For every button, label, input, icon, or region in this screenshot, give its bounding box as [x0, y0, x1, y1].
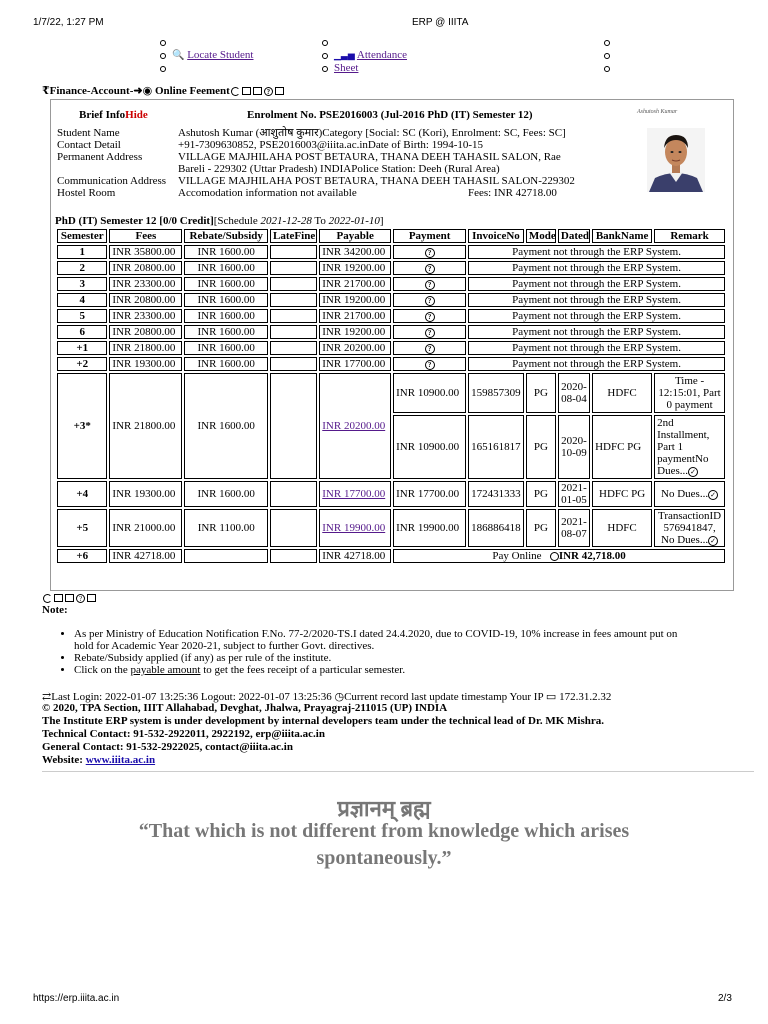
print-page: 2/3	[718, 993, 732, 1004]
table-row	[57, 277, 725, 291]
nav-col-1	[160, 36, 300, 75]
remark-cell: Payment not through the ERP System.	[468, 261, 725, 275]
help-icon[interactable]: ?	[76, 594, 85, 603]
semester-cell: +1	[57, 341, 107, 355]
nav-col-3	[604, 36, 644, 75]
fees-cell: INR 20800.00	[109, 261, 182, 275]
payment-cell: INR 10900.00	[393, 415, 466, 479]
rebate-cell: INR 1600.00	[184, 357, 268, 371]
remark-cell: No Dues... ✓	[654, 481, 725, 507]
nav-col-2	[322, 36, 462, 75]
table-row	[57, 261, 725, 275]
bank-cell: HDFC	[592, 509, 652, 547]
semester-title: PhD (IT) Semester 12 [0/0 Credit][Schedule 2021-12-28 To 2022-01-10]	[55, 215, 384, 227]
pay-online-cell	[393, 549, 725, 563]
mode-cell: PG	[526, 415, 556, 479]
semester-cell: +5	[57, 509, 107, 547]
payable-link[interactable]: INR 20200.00	[322, 420, 386, 432]
mode-cell: PG	[526, 481, 556, 507]
rebate-cell: INR 1600.00	[184, 309, 268, 323]
header-row	[57, 229, 725, 243]
dated-cell: 2021- 01-05	[558, 481, 590, 507]
semester-cell: 3	[57, 277, 107, 291]
payment-cell: INR 10900.00	[393, 373, 466, 413]
latefine-cell	[270, 509, 317, 547]
list-icon[interactable]	[275, 87, 284, 95]
exchange-icon: ⇄	[42, 691, 52, 703]
info-label: Contact Detail	[57, 139, 121, 151]
semester-cell: 4	[57, 293, 107, 307]
payable-cell: INR 17700.00	[319, 357, 391, 371]
student-info	[57, 127, 575, 199]
student-name-value: Ashutosh Kumar (आशुतोष कुमार)Category [Social: SC (Kori), Enrolment: SC, Fees: SC]	[178, 127, 566, 139]
payable-cell: INR 21700.00	[319, 309, 391, 323]
table-row	[57, 293, 725, 307]
semester-cell: +6	[57, 549, 107, 563]
print-title: ERP @ IIITA	[412, 17, 469, 28]
semester-cell: +2	[57, 357, 107, 371]
breadcrumb-online[interactable]: Online Feement	[152, 85, 230, 97]
brief-info-header	[79, 109, 148, 121]
copyright-text: 2020, TPA Section, IIIT Allahabad, Devghat, Jhalwa, Prayagraj-211015 (UP) INDIA	[52, 702, 448, 714]
remark-cell: TransactionID 576941847, No Dues... ✓	[654, 509, 725, 547]
breadcrumb	[42, 84, 285, 97]
rebate-cell: INR 1600.00	[184, 261, 268, 275]
erp-note: The Institute ERP system is under development by internal developers team under the technical lead of Dr. MK Mishra.	[42, 715, 604, 727]
table-row	[57, 481, 725, 507]
rebate-cell: INR 1600.00	[184, 245, 268, 259]
note-item: • As per Ministry of Education Notification F.No. 77-2/2020-TS.I dated 24.4.2020, due to COVID-19, 10% increase in fees amount put on hold for Academic Year 2020-21, subject to further Govt. directives.	[74, 628, 736, 652]
col-invoice: InvoiceNo	[468, 229, 524, 243]
divider	[42, 771, 754, 772]
fees-cell: INR 20800.00	[109, 325, 182, 339]
copyright-icon: ©	[42, 702, 51, 714]
remark-cell: Payment not through the ERP System.	[468, 245, 725, 259]
bank-cell: HDFC PG	[592, 415, 652, 479]
payable-cell: INR 19200.00	[319, 261, 391, 275]
fees-cell: INR 35800.00	[109, 245, 182, 259]
bottom-toolbar	[42, 592, 97, 604]
note-list	[46, 628, 736, 676]
payment-help-icon[interactable]: ?	[393, 309, 466, 323]
check-circle-icon[interactable]: ✓	[688, 467, 698, 477]
info-label: Communication Address	[57, 175, 167, 187]
col-rebate: Rebate/Subsidy	[184, 229, 268, 243]
help-icon[interactable]: ?	[264, 87, 273, 96]
window-icon[interactable]	[65, 594, 74, 602]
rebate-cell: INR 1600.00	[184, 293, 268, 307]
contact-value: +91-7309630852, PSE2016003@iiita.ac.inDate of Birth: 1994-10-15	[178, 139, 484, 151]
note-item: • Rebate/Subsidy applied (if any) as per rule of the institute.	[74, 652, 736, 664]
payment-help-icon[interactable]: ?	[393, 293, 466, 307]
latefine-cell	[270, 261, 317, 275]
print-url: https://erp.iiita.ac.in	[33, 993, 120, 1004]
table-row	[57, 325, 725, 339]
payable-cell: INR 21700.00	[319, 277, 391, 291]
fees-cell: INR 20800.00	[109, 293, 182, 307]
permanent-address-value: VILLAGE MAJHILAHA POST BETAURA, THANA DEEH TAHASIL SALON, Rae Bareli - 229302 (Uttar Pradesh) INDIAPolice Station: Deeh (Rural Area)	[178, 151, 561, 175]
col-latefine: LateFine	[270, 229, 317, 243]
fees-cell: INR 23300.00	[109, 309, 182, 323]
motto-quote: “That which is not different from knowledge which arises spontaneously.”	[138, 820, 630, 869]
payment-cell: INR 17700.00	[393, 481, 466, 507]
payment-help-icon[interactable]: ?	[393, 325, 466, 339]
rebate-cell: INR 1600.00	[184, 277, 268, 291]
breadcrumb-finance[interactable]: Finance-Account-	[49, 85, 134, 97]
latefine-cell	[270, 277, 317, 291]
col-payment: Payment	[393, 229, 466, 243]
payable-link[interactable]: INR 19900.00	[322, 522, 386, 534]
col-bank: BankName	[592, 229, 652, 243]
pay-online-amount: INR 42,718.00	[558, 550, 626, 562]
fees-table	[55, 227, 727, 565]
payable-cell: INR 19200.00	[319, 325, 391, 339]
latefine-cell	[270, 325, 317, 339]
col-semester: Semester	[57, 229, 107, 243]
fees-cell: INR 21800.00	[109, 373, 182, 479]
payable-cell: INR 20200.00	[319, 341, 391, 355]
payment-cell: INR 19900.00	[393, 509, 466, 547]
website-label: Website:	[42, 754, 86, 766]
invoice-cell: 165161817	[468, 415, 524, 479]
note-item: • Click on the payable amount to get the fees receipt of a particular semester.	[74, 664, 736, 676]
fees-total: Fees: INR 42718.00	[468, 187, 557, 199]
bank-cell: HDFC	[592, 373, 652, 413]
website-link[interactable]: www.iiita.ac.in	[85, 754, 156, 766]
table-row	[57, 373, 725, 413]
fees-cell: INR 19300.00	[109, 357, 182, 371]
payable-cell: INR 34200.00	[319, 245, 391, 259]
col-dated: Dated	[558, 229, 590, 243]
fees-cell: INR 21800.00	[109, 341, 182, 355]
remark-cell: Payment not through the ERP System.	[468, 325, 725, 339]
dated-cell: 2020- 08-04	[558, 373, 590, 413]
table-row	[57, 245, 725, 259]
refresh-icon[interactable]	[43, 594, 52, 603]
hide-link[interactable]: Hide	[125, 109, 148, 121]
pay-online-radio[interactable]	[550, 552, 559, 561]
col-mode: Mode	[526, 229, 556, 243]
rebate-cell	[184, 549, 268, 563]
payment-help-icon[interactable]: ?	[393, 357, 466, 371]
table-row	[57, 357, 725, 371]
check-circle-icon[interactable]: ✓	[708, 536, 718, 546]
payable-link[interactable]: INR 17700.00	[322, 488, 386, 500]
remark-cell: Payment not through the ERP System.	[468, 277, 725, 291]
semester-cell: 2	[57, 261, 107, 275]
brief-info-label: Brief Info	[79, 109, 126, 121]
payable-cell: INR 42718.00	[319, 549, 391, 563]
communication-address-value: VILLAGE MAJHILAHA POST BETAURA, THANA DEEH TAHASIL SALON-229302	[178, 175, 575, 187]
remark-cell: Time - 12:15:01, Part 0 payment	[654, 373, 725, 413]
attendance-sheet-link[interactable]: Attendance	[356, 49, 408, 61]
rebate-cell: INR 1600.00	[184, 373, 268, 479]
rebate-cell: INR 1600.00	[184, 481, 268, 507]
remark-cell: 2nd Installment, Part 1 paymentNo Dues... ✓	[654, 415, 725, 479]
fees-cell: INR 42718.00	[109, 549, 182, 563]
latefine-cell	[270, 549, 317, 563]
enrolment-title: Enrolment No. PSE2016003 (Jul-2016 PhD (IT) Semester 12)	[247, 109, 533, 121]
remark-cell: Payment not through the ERP System.	[468, 309, 725, 323]
latefine-cell	[270, 245, 317, 259]
bank-cell: HDFC PG	[592, 481, 652, 507]
print-icon[interactable]	[242, 87, 251, 95]
payment-help-icon[interactable]: ?	[393, 261, 466, 275]
latefine-cell	[270, 357, 317, 371]
fees-cell: INR 21000.00	[109, 509, 182, 547]
col-fees: Fees	[109, 229, 182, 243]
semester-cell: +3*	[57, 373, 107, 479]
money-icon: ◉	[142, 85, 153, 97]
search-icon: 🔍	[172, 50, 185, 61]
general-contact: General Contact: 91-532-2922025, contact@iiita.ac.in	[42, 741, 293, 753]
col-remark: Remark	[654, 229, 725, 243]
clock-icon: ◷	[334, 691, 345, 703]
print-icon[interactable]	[54, 594, 63, 602]
semester-cell: 6	[57, 325, 107, 339]
latefine-cell	[270, 341, 317, 355]
attendance-sheet-link-2[interactable]: Sheet	[334, 62, 359, 74]
payable-amount-link[interactable]: payable amount	[130, 664, 201, 676]
invoice-cell: 186886418	[468, 509, 524, 547]
payable-cell: INR 19200.00	[319, 293, 391, 307]
login-info: ⇄Last Login: 2022-01-07 13:25:36 Logout: 2022-01-07 13:25:36 ◷Current record last update timestamp Your IP ▭ 172.31.2.32	[42, 691, 612, 703]
dated-cell: 2021- 08-07	[558, 509, 590, 547]
payment-help-icon[interactable]: ?	[393, 245, 466, 259]
monitor-icon: ▭	[545, 691, 557, 703]
print-datetime: 1/7/22, 1:27 PM	[33, 17, 104, 28]
latefine-cell	[270, 309, 317, 323]
semester-cell: 1	[57, 245, 107, 259]
refresh-icon[interactable]	[231, 87, 240, 96]
note-label: Note:	[42, 604, 68, 616]
semester-cell: 5	[57, 309, 107, 323]
rebate-cell: INR 1600.00	[184, 341, 268, 355]
signature: Ashutosh Kumar	[637, 109, 678, 115]
rebate-cell: INR 1600.00	[184, 325, 268, 339]
bar-chart-icon: ▁▃▅	[334, 50, 355, 60]
table-row	[57, 309, 725, 323]
invoice-cell: 172431333	[468, 481, 524, 507]
fees-cell: INR 19300.00	[109, 481, 182, 507]
table-row	[57, 549, 725, 563]
dated-cell: 2020- 10-09	[558, 415, 590, 479]
invoice-cell: 159857309	[468, 373, 524, 413]
payment-help-icon[interactable]: ?	[393, 341, 466, 355]
window-icon[interactable]	[253, 87, 262, 95]
info-label: Permanent Address	[57, 151, 143, 163]
technical-contact: Technical Contact: 91-532-2922011, 2922192, erp@iiita.ac.in	[42, 728, 325, 740]
info-label: Hostel Room	[57, 187, 116, 199]
latefine-cell	[270, 373, 317, 479]
info-label: Student Name	[57, 127, 120, 139]
pay-online-label: Pay Online	[492, 550, 542, 562]
check-circle-icon[interactable]: ✓	[708, 490, 718, 500]
fees-panel	[50, 99, 734, 591]
remark-cell: Payment not through the ERP System.	[468, 293, 725, 307]
footer-block	[42, 702, 604, 767]
mode-cell: PG	[526, 509, 556, 547]
locate-student-link[interactable]: Locate Student	[187, 49, 254, 61]
motto-sanskrit: प्रज्ञानम् ब्रह्म	[337, 796, 431, 821]
latefine-cell	[270, 481, 317, 507]
remark-cell: Payment not through the ERP System.	[468, 341, 725, 355]
hostel-value: Accomodation information not available Fees: INR 42718.00	[178, 187, 557, 199]
table-row	[57, 341, 725, 355]
table-row	[57, 509, 725, 547]
rebate-cell: INR 1100.00	[184, 509, 268, 547]
semester-cell: +4	[57, 481, 107, 507]
remark-cell: Payment not through the ERP System.	[468, 357, 725, 371]
list-icon[interactable]	[87, 594, 96, 602]
latefine-cell	[270, 293, 317, 307]
mode-cell: PG	[526, 373, 556, 413]
fees-cell: INR 23300.00	[109, 277, 182, 291]
student-photo	[647, 128, 705, 192]
col-payable: Payable	[319, 229, 391, 243]
payment-help-icon[interactable]: ?	[393, 277, 466, 291]
rupee-icon: ₹	[42, 85, 50, 97]
arrow-icon: ➜	[133, 85, 143, 97]
